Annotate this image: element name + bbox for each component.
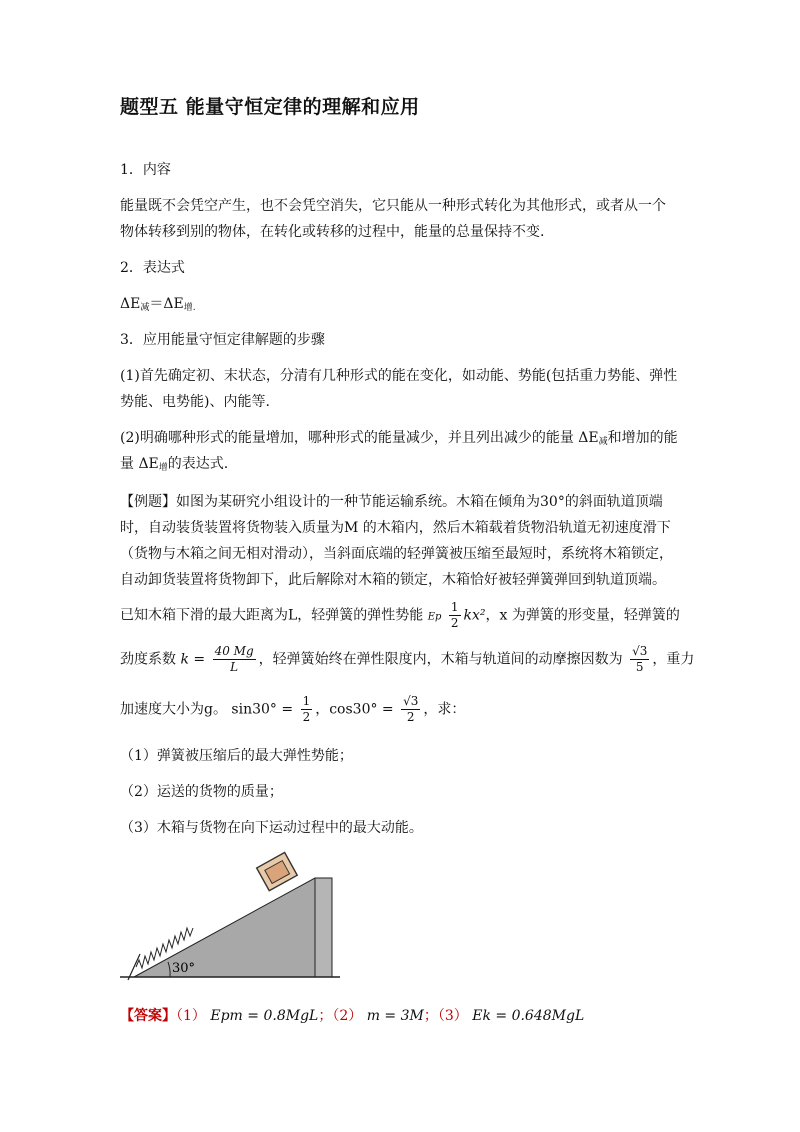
example-line-7 — [120, 694, 465, 725]
answer-2: m = 3M — [366, 1008, 424, 1024]
fraction-sin — [301, 694, 313, 725]
answer-tag: 【答案】 — [120, 1008, 176, 1024]
frac-num: 1 — [302, 694, 311, 708]
frac-num: 1 — [450, 600, 459, 614]
text: ，x 为弹簧的形变量，轻弹簧的 — [485, 607, 680, 624]
frac-num: √3 — [632, 644, 648, 658]
step-text: 量 ΔE — [120, 456, 159, 472]
fraction-k — [213, 644, 256, 675]
k-symbol: k = — [180, 651, 206, 668]
answer-part: ；（2） — [318, 1008, 363, 1024]
step-text: 和增加的能 — [607, 430, 678, 446]
example-line-6 — [120, 644, 694, 675]
frac-den: L — [230, 660, 239, 674]
incline-wall — [315, 878, 332, 977]
content-text-line: 物体转移到别的物体，在转化或转移的过程中，能量的总量保持不变. — [120, 224, 545, 240]
step-line: 势能、电势能)、内能等. — [120, 394, 270, 410]
crate — [257, 852, 298, 890]
step-text: 的表达式. — [167, 456, 229, 472]
question-1: （1）弹簧被压缩后的最大弹性势能； — [120, 748, 353, 764]
answer-1: Epm = 0.8MgL — [210, 1008, 319, 1024]
step-line — [120, 454, 228, 478]
section-heading-content: 1．内容 — [120, 162, 171, 178]
fraction-cos — [401, 694, 420, 725]
question-3: （3）木箱与货物在向下运动过程中的最大动能。 — [120, 820, 423, 836]
answer-part: ；（3） — [423, 1008, 468, 1024]
step-text: (2)明确哪种形式的能量增加，哪种形式的能量减少，并且列出减少的能量 ΔE — [120, 430, 599, 446]
formula-lhs: ΔE — [120, 296, 141, 312]
answer-line — [120, 1006, 584, 1026]
example-line-5 — [120, 600, 680, 631]
incline-figure — [120, 842, 350, 982]
formula-eq: ＝ΔE — [149, 296, 184, 312]
frac-den: 2 — [450, 616, 459, 630]
answer-part: （1） — [176, 1008, 206, 1024]
step-line — [120, 428, 678, 452]
frac-num: 40 Mg — [214, 644, 254, 658]
step-sub-increase: 增 — [158, 463, 168, 473]
section-heading-expression: 2．表达式 — [120, 260, 185, 276]
content-text-line: 能量既不会凭空产生，也不会凭空消失，它只能从一种形式转化为其他形式，或者从一个 — [120, 198, 666, 214]
angle-label: 30° — [172, 961, 196, 976]
incline-slope — [134, 878, 332, 977]
sin-symbol: sin30° = — [231, 701, 294, 718]
question-2: （2）运送的货物的质量； — [120, 784, 283, 800]
text: 加速度大小为g。 — [120, 701, 227, 718]
formula-rhs-sub: 增. — [183, 303, 196, 313]
text: 已知木箱下滑的最大距离为L，轻弹簧的弹性势能 — [120, 607, 424, 624]
frac-den: 2 — [406, 710, 415, 724]
fraction-half — [449, 600, 461, 631]
energy-formula — [120, 294, 196, 318]
fraction-mu — [630, 644, 649, 675]
text: ，重力 — [652, 651, 695, 668]
step-line: (1)首先确定初、末状态，分清有几种形式的能在变化，如动能、势能(包括重力势能、弹性 — [120, 368, 678, 384]
example-line: 自动卸货装置将货物卸下，此后解除对木箱的锁定，木箱恰好被轻弹簧弹回到轨道顶端。 — [120, 572, 666, 588]
text: ，轻弹簧始终在弹性限度内，木箱与轨道间的动摩擦因数为 — [258, 651, 623, 668]
ep-symbol: Ep — [427, 611, 442, 623]
kx-symbol: kx² — [463, 607, 486, 624]
text: 劲度系数 — [120, 651, 176, 668]
example-line: 【例题】如图为某研究小组设计的一种节能运输系统。木箱在倾角为30°的斜面轨道顶端 — [120, 494, 663, 510]
cos-symbol: ，cos30° = — [315, 701, 394, 718]
example-line: （货物与木箱之间无相对滑动），当斜面底端的轻弹簧被压缩至最短时，系统将木箱锁定， — [120, 546, 673, 562]
page-title: 题型五 能量守恒定律的理解和应用 — [120, 96, 420, 118]
frac-den: 2 — [302, 710, 311, 724]
formula-lhs-sub: 减 — [140, 303, 150, 313]
frac-den: 5 — [635, 660, 644, 674]
answer-3: Ek = 0.648MgL — [472, 1008, 585, 1024]
example-line: 时，自动装货装置将货物装入质量为M 的木箱内，然后木箱载着货物沿轨道无初速度滑下 — [120, 520, 671, 536]
text: ，求： — [423, 701, 466, 718]
section-heading-steps: 3．应用能量守恒定律解题的步骤 — [120, 332, 325, 348]
step-sub-reduce: 减 — [598, 437, 608, 447]
frac-num: √3 — [403, 694, 419, 708]
